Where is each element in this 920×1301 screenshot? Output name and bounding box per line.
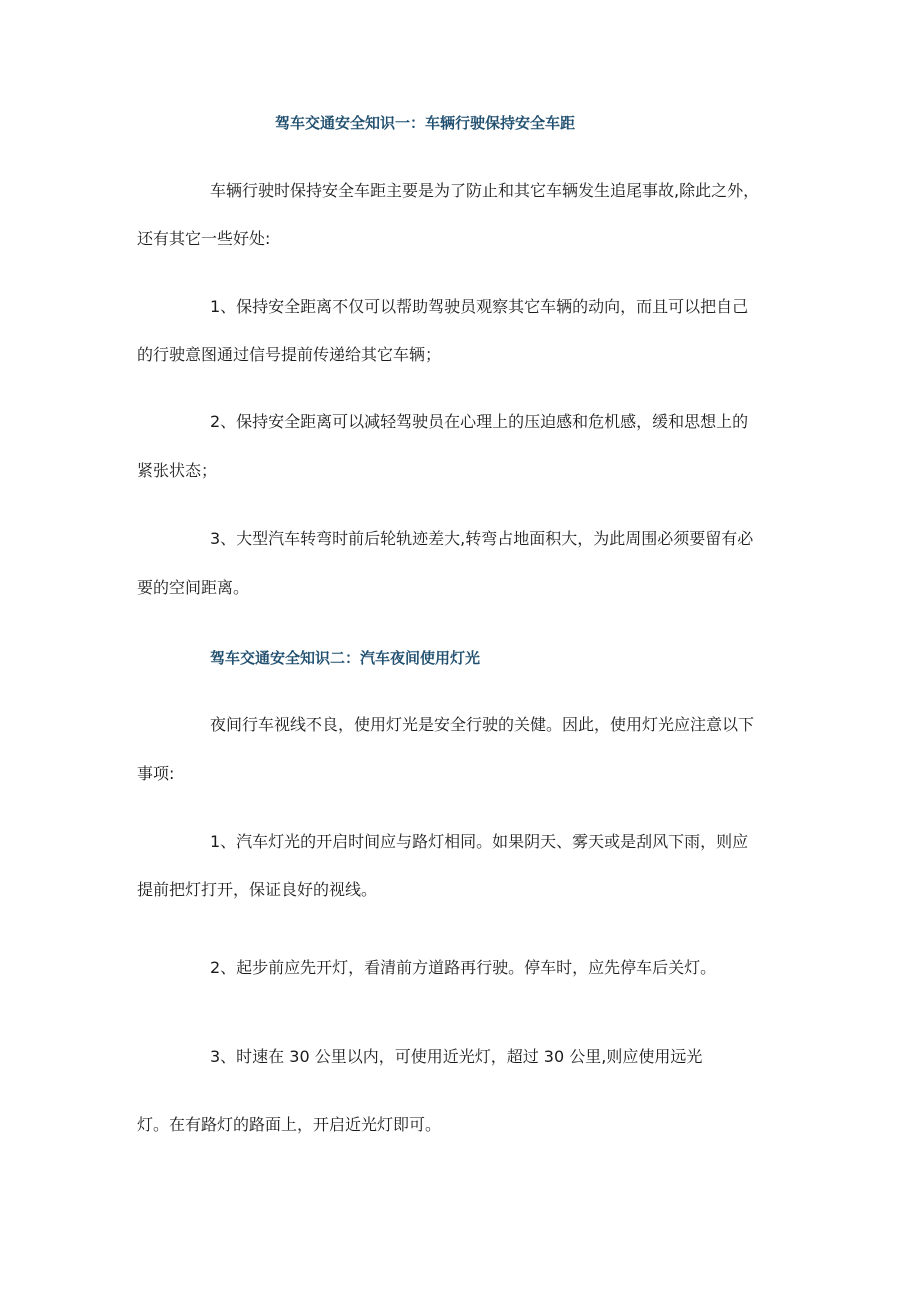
section1-heading: 驾车交通安全知识一：车辆行驶保持安全车距 bbox=[275, 114, 576, 132]
section1-intro-line1: 车辆行驶时保持安全车距主要是为了防止和其它车辆发生追尾事故,除此之外， bbox=[210, 181, 760, 200]
section1-item2-line2: 紧张状态； bbox=[137, 461, 218, 480]
section2-item3-line1: 3、时速在 30 公里以内，可使用近光灯，超过 30 公里,则应使用远光 bbox=[210, 1047, 703, 1066]
section2-heading: 驾车交通安全知识二：汽车夜间使用灯光 bbox=[210, 649, 481, 667]
section2-intro-line1: 夜间行车视线不良，使用灯光是安全行驶的关健。因此，使用灯光应注意以下 bbox=[210, 715, 755, 734]
section2-item1-line1: 1、汽车灯光的开启时间应与路灯相同。如果阴天、雾天或是刮风下雨，则应 bbox=[210, 832, 749, 851]
section1-item3-line2: 要的空间距离。 bbox=[137, 578, 250, 597]
section1-item1-line2: 的行驶意图通过信号提前传递给其它车辆； bbox=[137, 345, 442, 364]
section1-intro-line2: 还有其它一些好处: bbox=[137, 229, 271, 248]
section1-item3-line1: 3、大型汽车转弯时前后轮轨迹差大,转弯占地面积大，为此周围必须要留有必 bbox=[210, 529, 754, 548]
section1-item2-line1: 2、保持安全距离可以减轻驾驶员在心理上的压迫感和危机感，缓和思想上的 bbox=[210, 412, 749, 431]
section1-item1-line1: 1、保持安全距离不仅可以帮助驾驶员观察其它车辆的动向，而且可以把自己 bbox=[210, 297, 749, 316]
section2-item1-line2: 提前把灯打开，保证良好的视线。 bbox=[137, 880, 378, 899]
section2-item3-line2: 灯。在有路灯的路面上，开启近光灯即可。 bbox=[137, 1115, 442, 1134]
section2-intro-line2: 事项: bbox=[137, 764, 175, 783]
section2-item2-line1: 2、起步前应先开灯，看清前方道路再行驶。停车时，应先停车后关灯。 bbox=[210, 958, 717, 977]
